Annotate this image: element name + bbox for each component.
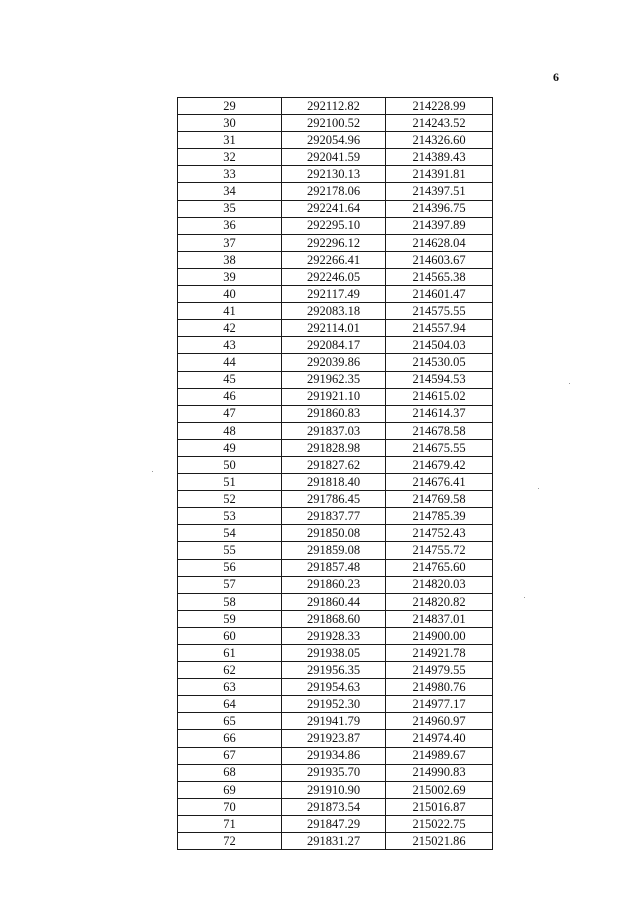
y-coordinate-cell: 214765.60 bbox=[386, 559, 493, 576]
coordinates-table-body bbox=[178, 98, 493, 850]
y-coordinate-cell: 214785.39 bbox=[386, 508, 493, 525]
point-number-cell: 46 bbox=[178, 388, 282, 405]
table-row bbox=[178, 303, 493, 320]
y-coordinate-cell: 214820.03 bbox=[386, 576, 493, 593]
point-number-cell: 33 bbox=[178, 166, 282, 183]
table-row bbox=[178, 166, 493, 183]
y-coordinate-cell: 214628.04 bbox=[386, 234, 493, 251]
table-row bbox=[178, 833, 493, 850]
point-number-cell: 55 bbox=[178, 542, 282, 559]
x-coordinate-cell: 291837.03 bbox=[282, 422, 386, 439]
table-row bbox=[178, 183, 493, 200]
point-number-cell: 45 bbox=[178, 371, 282, 388]
x-coordinate-cell: 292241.64 bbox=[282, 200, 386, 217]
point-number-cell: 59 bbox=[178, 610, 282, 627]
x-coordinate-cell: 291910.90 bbox=[282, 781, 386, 798]
x-coordinate-cell: 291837.77 bbox=[282, 508, 386, 525]
x-coordinate-cell: 292296.12 bbox=[282, 234, 386, 251]
y-coordinate-cell: 214678.58 bbox=[386, 422, 493, 439]
point-number-cell: 51 bbox=[178, 474, 282, 491]
point-number-cell: 66 bbox=[178, 730, 282, 747]
point-number-cell: 61 bbox=[178, 645, 282, 662]
y-coordinate-cell: 214396.75 bbox=[386, 200, 493, 217]
scan-speck bbox=[569, 383, 570, 384]
point-number-cell: 29 bbox=[178, 98, 282, 115]
x-coordinate-cell: 291831.27 bbox=[282, 833, 386, 850]
table-row bbox=[178, 217, 493, 234]
table-row bbox=[178, 508, 493, 525]
x-coordinate-cell: 291860.83 bbox=[282, 405, 386, 422]
point-number-cell: 32 bbox=[178, 149, 282, 166]
table-row bbox=[178, 576, 493, 593]
point-number-cell: 44 bbox=[178, 354, 282, 371]
point-number-cell: 70 bbox=[178, 798, 282, 815]
y-coordinate-cell: 214557.94 bbox=[386, 320, 493, 337]
table-row bbox=[178, 354, 493, 371]
point-number-cell: 50 bbox=[178, 456, 282, 473]
table-row bbox=[178, 798, 493, 815]
table-row bbox=[178, 320, 493, 337]
table-row bbox=[178, 713, 493, 730]
y-coordinate-cell: 214974.40 bbox=[386, 730, 493, 747]
table-row bbox=[178, 525, 493, 542]
x-coordinate-cell: 292083.18 bbox=[282, 303, 386, 320]
point-number-cell: 34 bbox=[178, 183, 282, 200]
x-coordinate-cell: 291847.29 bbox=[282, 815, 386, 832]
table-row bbox=[178, 371, 493, 388]
x-coordinate-cell: 291827.62 bbox=[282, 456, 386, 473]
x-coordinate-cell: 291828.98 bbox=[282, 439, 386, 456]
y-coordinate-cell: 214530.05 bbox=[386, 354, 493, 371]
table-row bbox=[178, 149, 493, 166]
y-coordinate-cell: 214990.83 bbox=[386, 764, 493, 781]
x-coordinate-cell: 291868.60 bbox=[282, 610, 386, 627]
x-coordinate-cell: 291952.30 bbox=[282, 696, 386, 713]
x-coordinate-cell: 292117.49 bbox=[282, 286, 386, 303]
point-number-cell: 36 bbox=[178, 217, 282, 234]
y-coordinate-cell: 214837.01 bbox=[386, 610, 493, 627]
table-row bbox=[178, 593, 493, 610]
x-coordinate-cell: 291956.35 bbox=[282, 662, 386, 679]
x-coordinate-cell: 292295.10 bbox=[282, 217, 386, 234]
y-coordinate-cell: 214675.55 bbox=[386, 439, 493, 456]
point-number-cell: 69 bbox=[178, 781, 282, 798]
x-coordinate-cell: 291860.23 bbox=[282, 576, 386, 593]
point-number-cell: 71 bbox=[178, 815, 282, 832]
x-coordinate-cell: 291935.70 bbox=[282, 764, 386, 781]
point-number-cell: 41 bbox=[178, 303, 282, 320]
x-coordinate-cell: 291928.33 bbox=[282, 627, 386, 644]
x-coordinate-cell: 292054.96 bbox=[282, 132, 386, 149]
table-row bbox=[178, 98, 493, 115]
point-number-cell: 72 bbox=[178, 833, 282, 850]
table-row bbox=[178, 132, 493, 149]
point-number-cell: 47 bbox=[178, 405, 282, 422]
x-coordinate-cell: 291873.54 bbox=[282, 798, 386, 815]
x-coordinate-cell: 292100.52 bbox=[282, 115, 386, 132]
x-coordinate-cell: 292041.59 bbox=[282, 149, 386, 166]
table-row bbox=[178, 200, 493, 217]
point-number-cell: 43 bbox=[178, 337, 282, 354]
x-coordinate-cell: 292130.13 bbox=[282, 166, 386, 183]
x-coordinate-cell: 292084.17 bbox=[282, 337, 386, 354]
y-coordinate-cell: 214504.03 bbox=[386, 337, 493, 354]
point-number-cell: 62 bbox=[178, 662, 282, 679]
table-row bbox=[178, 627, 493, 644]
y-coordinate-cell: 214228.99 bbox=[386, 98, 493, 115]
point-number-cell: 49 bbox=[178, 439, 282, 456]
table-row bbox=[178, 251, 493, 268]
point-number-cell: 67 bbox=[178, 747, 282, 764]
table-row bbox=[178, 286, 493, 303]
x-coordinate-cell: 291850.08 bbox=[282, 525, 386, 542]
x-coordinate-cell: 292114.01 bbox=[282, 320, 386, 337]
x-coordinate-cell: 292112.82 bbox=[282, 98, 386, 115]
table-row bbox=[178, 405, 493, 422]
point-number-cell: 56 bbox=[178, 559, 282, 576]
y-coordinate-cell: 214921.78 bbox=[386, 645, 493, 662]
scan-speck bbox=[524, 597, 525, 598]
x-coordinate-cell: 291934.86 bbox=[282, 747, 386, 764]
table-row bbox=[178, 764, 493, 781]
point-number-cell: 58 bbox=[178, 593, 282, 610]
x-coordinate-cell: 291962.35 bbox=[282, 371, 386, 388]
y-coordinate-cell: 214679.42 bbox=[386, 456, 493, 473]
point-number-cell: 65 bbox=[178, 713, 282, 730]
y-coordinate-cell: 214603.67 bbox=[386, 251, 493, 268]
y-coordinate-cell: 214980.76 bbox=[386, 679, 493, 696]
x-coordinate-cell: 291786.45 bbox=[282, 491, 386, 508]
point-number-cell: 30 bbox=[178, 115, 282, 132]
y-coordinate-cell: 214755.72 bbox=[386, 542, 493, 559]
y-coordinate-cell: 214960.97 bbox=[386, 713, 493, 730]
table-row bbox=[178, 422, 493, 439]
point-number-cell: 37 bbox=[178, 234, 282, 251]
table-row bbox=[178, 268, 493, 285]
y-coordinate-cell: 215021.86 bbox=[386, 833, 493, 850]
point-number-cell: 54 bbox=[178, 525, 282, 542]
point-number-cell: 38 bbox=[178, 251, 282, 268]
table-row bbox=[178, 730, 493, 747]
x-coordinate-cell: 291938.05 bbox=[282, 645, 386, 662]
table-row bbox=[178, 456, 493, 473]
table-row bbox=[178, 491, 493, 508]
table-row bbox=[178, 781, 493, 798]
x-coordinate-cell: 291941.79 bbox=[282, 713, 386, 730]
y-coordinate-cell: 214614.37 bbox=[386, 405, 493, 422]
y-coordinate-cell: 214243.52 bbox=[386, 115, 493, 132]
point-number-cell: 48 bbox=[178, 422, 282, 439]
x-coordinate-cell: 291818.40 bbox=[282, 474, 386, 491]
y-coordinate-cell: 214769.58 bbox=[386, 491, 493, 508]
point-number-cell: 52 bbox=[178, 491, 282, 508]
table-row bbox=[178, 815, 493, 832]
y-coordinate-cell: 214615.02 bbox=[386, 388, 493, 405]
y-coordinate-cell: 214989.67 bbox=[386, 747, 493, 764]
y-coordinate-cell: 215002.69 bbox=[386, 781, 493, 798]
y-coordinate-cell: 214575.55 bbox=[386, 303, 493, 320]
x-coordinate-cell: 292246.05 bbox=[282, 268, 386, 285]
point-number-cell: 60 bbox=[178, 627, 282, 644]
table-row bbox=[178, 542, 493, 559]
table-row bbox=[178, 747, 493, 764]
point-number-cell: 39 bbox=[178, 268, 282, 285]
y-coordinate-cell: 214397.89 bbox=[386, 217, 493, 234]
x-coordinate-cell: 292039.86 bbox=[282, 354, 386, 371]
y-coordinate-cell: 214820.82 bbox=[386, 593, 493, 610]
y-coordinate-cell: 214979.55 bbox=[386, 662, 493, 679]
x-coordinate-cell: 291954.63 bbox=[282, 679, 386, 696]
y-coordinate-cell: 214601.47 bbox=[386, 286, 493, 303]
y-coordinate-cell: 214594.53 bbox=[386, 371, 493, 388]
scan-speck bbox=[152, 471, 153, 472]
y-coordinate-cell: 214752.43 bbox=[386, 525, 493, 542]
x-coordinate-cell: 292266.41 bbox=[282, 251, 386, 268]
y-coordinate-cell: 214389.43 bbox=[386, 149, 493, 166]
coordinates-table bbox=[177, 97, 493, 850]
y-coordinate-cell: 215016.87 bbox=[386, 798, 493, 815]
table-row bbox=[178, 559, 493, 576]
y-coordinate-cell: 214977.17 bbox=[386, 696, 493, 713]
table-row bbox=[178, 388, 493, 405]
table-row bbox=[178, 337, 493, 354]
table-row bbox=[178, 645, 493, 662]
table-row bbox=[178, 679, 493, 696]
point-number-cell: 53 bbox=[178, 508, 282, 525]
y-coordinate-cell: 214676.41 bbox=[386, 474, 493, 491]
page-number: 6 bbox=[553, 70, 559, 84]
point-number-cell: 64 bbox=[178, 696, 282, 713]
x-coordinate-cell: 291921.10 bbox=[282, 388, 386, 405]
y-coordinate-cell: 214326.60 bbox=[386, 132, 493, 149]
y-coordinate-cell: 214565.38 bbox=[386, 268, 493, 285]
point-number-cell: 35 bbox=[178, 200, 282, 217]
x-coordinate-cell: 291860.44 bbox=[282, 593, 386, 610]
x-coordinate-cell: 291857.48 bbox=[282, 559, 386, 576]
table-row bbox=[178, 474, 493, 491]
x-coordinate-cell: 291923.87 bbox=[282, 730, 386, 747]
x-coordinate-cell: 292178.06 bbox=[282, 183, 386, 200]
y-coordinate-cell: 214397.51 bbox=[386, 183, 493, 200]
point-number-cell: 68 bbox=[178, 764, 282, 781]
table-row bbox=[178, 696, 493, 713]
y-coordinate-cell: 215022.75 bbox=[386, 815, 493, 832]
table-row bbox=[178, 115, 493, 132]
point-number-cell: 31 bbox=[178, 132, 282, 149]
y-coordinate-cell: 214900.00 bbox=[386, 627, 493, 644]
table-row bbox=[178, 610, 493, 627]
scan-speck bbox=[538, 488, 539, 489]
table-row bbox=[178, 234, 493, 251]
point-number-cell: 57 bbox=[178, 576, 282, 593]
point-number-cell: 40 bbox=[178, 286, 282, 303]
y-coordinate-cell: 214391.81 bbox=[386, 166, 493, 183]
table-row bbox=[178, 662, 493, 679]
x-coordinate-cell: 291859.08 bbox=[282, 542, 386, 559]
point-number-cell: 42 bbox=[178, 320, 282, 337]
table-row bbox=[178, 439, 493, 456]
point-number-cell: 63 bbox=[178, 679, 282, 696]
